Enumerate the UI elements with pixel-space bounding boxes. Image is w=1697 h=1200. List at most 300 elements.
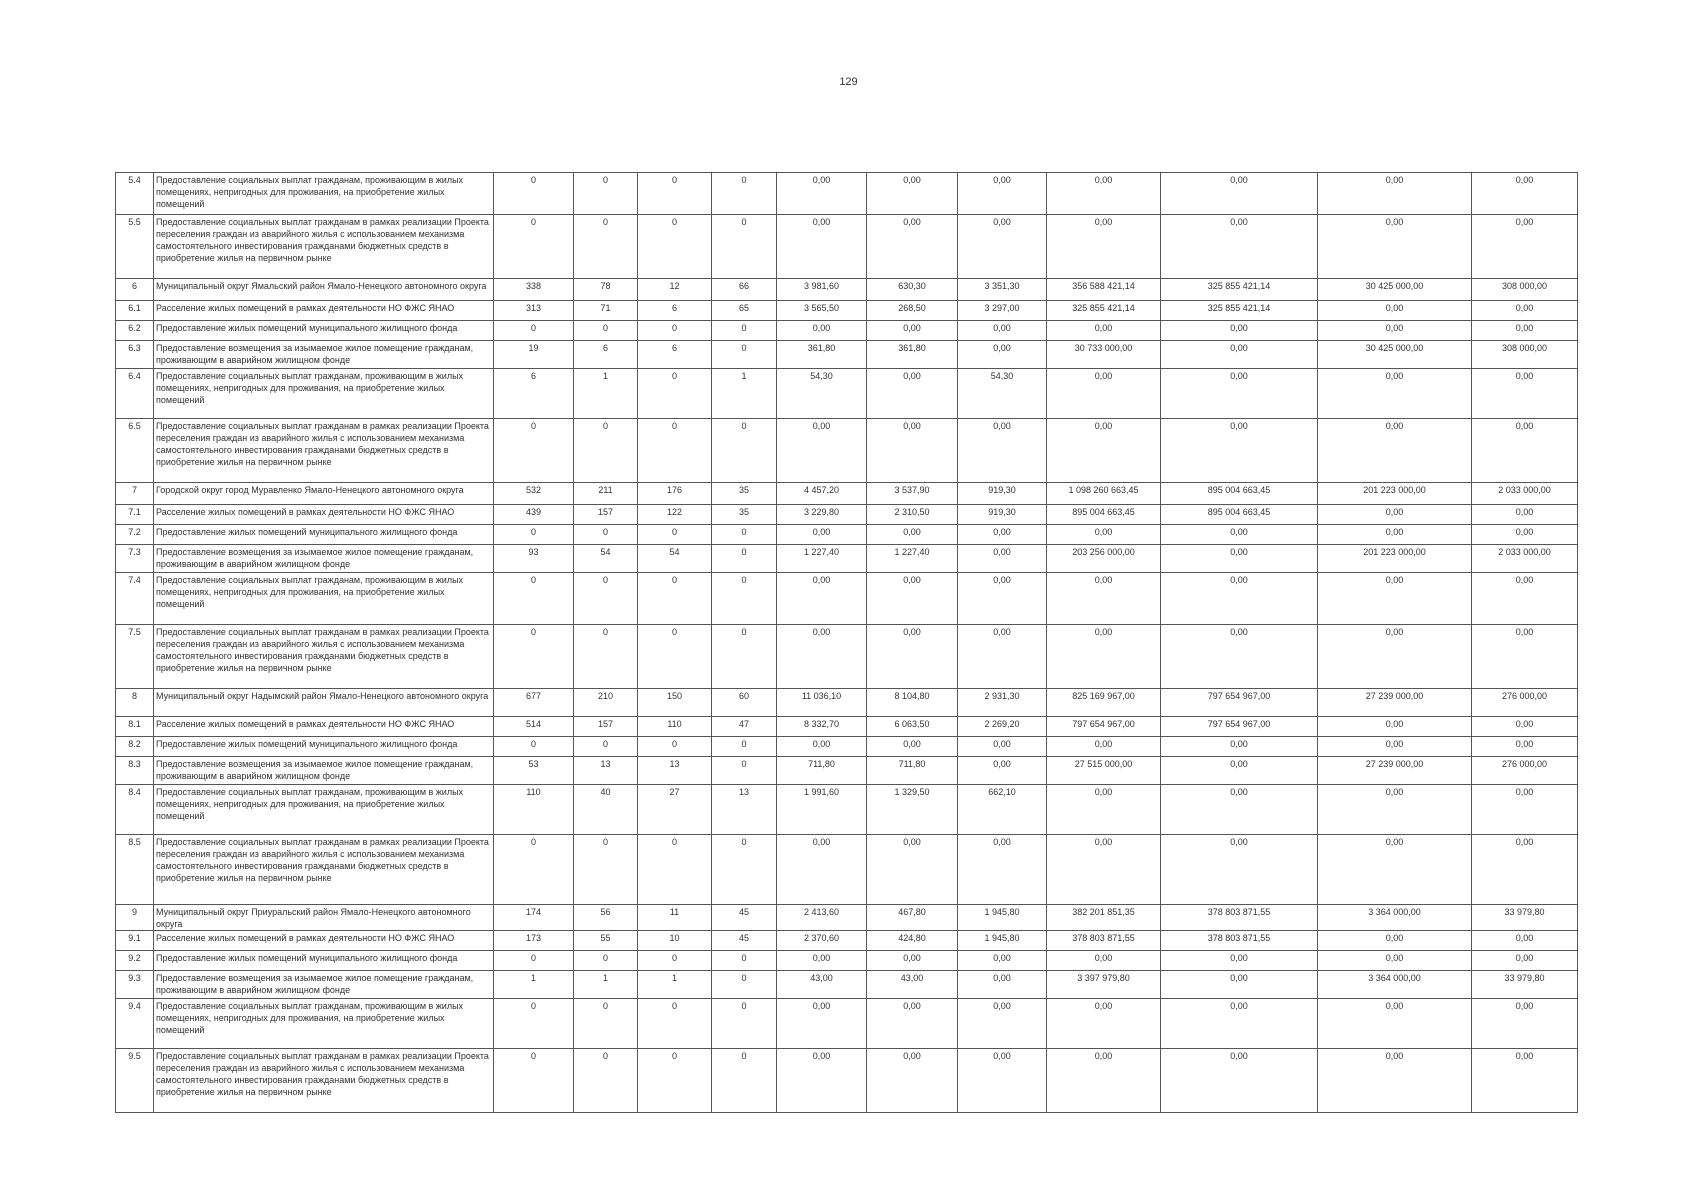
cell-qty-col-4: 65 — [712, 301, 777, 321]
cell-qty-col-2: 0 — [574, 1049, 638, 1113]
cell-row-number: 7.5 — [116, 625, 154, 689]
table-row — [116, 717, 1578, 737]
cell-total-objects: 0 — [494, 173, 574, 215]
cell-row-name: Предоставление социальных выплат гражданам, проживающим в жилых помещениях, непригодных для проживания, на приобретение жилых помещений — [154, 785, 494, 835]
cell-cost-total: 30 733 000,00 — [1047, 341, 1161, 369]
cell-cost-col-4: 0,00 — [1472, 505, 1578, 525]
cell-area-total: 0,00 — [777, 625, 867, 689]
cell-area-col-2: 268,50 — [867, 301, 958, 321]
cell-total-objects: 0 — [494, 835, 574, 905]
cell-cost-col-2: 0,00 — [1161, 951, 1318, 971]
cell-row-name: Предоставление социальных выплат гражданам в рамках реализации Проекта переселения граждан из аварийного жилья с использованием механизма самостоятельного инвестирования гражданами бюджетных средств в приобретение жилья на первичном рынке — [154, 625, 494, 689]
cell-row-number: 6 — [116, 279, 154, 301]
cell-qty-col-3: 0 — [638, 321, 712, 341]
cell-row-name: Предоставление социальных выплат гражданам, проживающим в жилых помещениях, непригодных для проживания, на приобретение жилых помещений — [154, 999, 494, 1049]
cell-qty-col-4: 0 — [712, 1049, 777, 1113]
cell-row-name: Предоставление жилых помещений муниципального жилищного фонда — [154, 525, 494, 545]
table-row — [116, 785, 1578, 835]
cell-cost-col-2: 0,00 — [1161, 215, 1318, 279]
cell-area-col-3: 0,00 — [958, 321, 1047, 341]
cell-total-objects: 174 — [494, 905, 574, 931]
cell-area-col-3: 0,00 — [958, 1049, 1047, 1113]
cell-qty-col-2: 0 — [574, 737, 638, 757]
cell-cost-col-2: 0,00 — [1161, 971, 1318, 999]
cell-area-col-2: 0,00 — [867, 321, 958, 341]
table-row — [116, 1049, 1578, 1113]
cell-row-name: Предоставление социальных выплат гражданам, проживающим в жилых помещениях, непригодных для проживания, на приобретение жилых помещений — [154, 173, 494, 215]
cell-cost-col-3: 0,00 — [1318, 951, 1472, 971]
cell-area-col-3: 0,00 — [958, 625, 1047, 689]
cell-area-total: 0,00 — [777, 321, 867, 341]
cell-area-col-2: 8 104,80 — [867, 689, 958, 717]
cell-qty-col-3: 10 — [638, 931, 712, 951]
cell-row-number: 8.4 — [116, 785, 154, 835]
cell-qty-col-3: 0 — [638, 369, 712, 419]
cell-cost-col-2: 0,00 — [1161, 321, 1318, 341]
cell-total-objects: 110 — [494, 785, 574, 835]
cell-total-objects: 439 — [494, 505, 574, 525]
cell-qty-col-3: 0 — [638, 419, 712, 483]
cell-row-number: 5.5 — [116, 215, 154, 279]
cell-area-col-2: 0,00 — [867, 369, 958, 419]
cell-area-col-2: 3 537,90 — [867, 483, 958, 505]
cell-qty-col-3: 1 — [638, 971, 712, 999]
table-row — [116, 173, 1578, 215]
cell-qty-col-4: 0 — [712, 951, 777, 971]
cell-area-total: 54,30 — [777, 369, 867, 419]
cell-area-col-3: 919,30 — [958, 483, 1047, 505]
cell-area-col-3: 0,00 — [958, 173, 1047, 215]
cell-area-col-2: 630,30 — [867, 279, 958, 301]
cell-cost-col-4: 2 033 000,00 — [1472, 545, 1578, 573]
cell-row-name: Предоставление социальных выплат гражданам, проживающим в жилых помещениях, непригодных для проживания, на приобретение жилых помещений — [154, 573, 494, 625]
cell-qty-col-2: 0 — [574, 525, 638, 545]
cell-cost-total: 378 803 871,55 — [1047, 931, 1161, 951]
cell-total-objects: 0 — [494, 737, 574, 757]
cell-row-name: Расселение жилых помещений в рамках деятельности НО ФЖС ЯНАО — [154, 301, 494, 321]
cell-row-number: 9.3 — [116, 971, 154, 999]
cell-cost-total: 0,00 — [1047, 573, 1161, 625]
cell-row-name: Предоставление социальных выплат гражданам в рамках реализации Проекта переселения граждан из аварийного жилья с использованием механизма самостоятельного инвестирования гражданами бюджетных средств в приобретение жилья на первичном рынке — [154, 419, 494, 483]
cell-cost-col-4: 0,00 — [1472, 215, 1578, 279]
cell-cost-col-3: 0,00 — [1318, 999, 1472, 1049]
cell-cost-col-4: 276 000,00 — [1472, 689, 1578, 717]
cell-cost-col-3: 27 239 000,00 — [1318, 689, 1472, 717]
cell-qty-col-3: 0 — [638, 951, 712, 971]
cell-area-total: 711,80 — [777, 757, 867, 785]
cell-qty-col-2: 78 — [574, 279, 638, 301]
cell-area-total: 0,00 — [777, 835, 867, 905]
cell-cost-total: 0,00 — [1047, 1049, 1161, 1113]
cell-cost-col-3: 0,00 — [1318, 369, 1472, 419]
cell-total-objects: 0 — [494, 321, 574, 341]
cell-cost-total: 825 169 967,00 — [1047, 689, 1161, 717]
cell-area-total: 1 991,60 — [777, 785, 867, 835]
cell-row-name: Предоставление социальных выплат гражданам в рамках реализации Проекта переселения граждан из аварийного жилья с использованием механизма самостоятельного инвестирования гражданами бюджетных средств в приобретение жилья на первичном рынке — [154, 1049, 494, 1113]
cell-cost-col-2: 0,00 — [1161, 625, 1318, 689]
cell-cost-col-3: 0,00 — [1318, 321, 1472, 341]
cell-qty-col-4: 45 — [712, 931, 777, 951]
cell-qty-col-2: 56 — [574, 905, 638, 931]
cell-cost-col-3: 0,00 — [1318, 301, 1472, 321]
cell-cost-total: 0,00 — [1047, 999, 1161, 1049]
cell-row-name: Расселение жилых помещений в рамках деятельности НО ФЖС ЯНАО — [154, 505, 494, 525]
cell-row-number: 9.5 — [116, 1049, 154, 1113]
cell-cost-col-2: 0,00 — [1161, 545, 1318, 573]
cell-total-objects: 0 — [494, 951, 574, 971]
cell-row-number: 7.4 — [116, 573, 154, 625]
cell-area-total: 2 413,60 — [777, 905, 867, 931]
cell-qty-col-4: 0 — [712, 757, 777, 785]
cell-qty-col-2: 0 — [574, 173, 638, 215]
cell-cost-total: 1 098 260 663,45 — [1047, 483, 1161, 505]
cell-qty-col-3: 0 — [638, 573, 712, 625]
cell-area-total: 3 981,60 — [777, 279, 867, 301]
cell-qty-col-4: 1 — [712, 369, 777, 419]
cell-total-objects: 6 — [494, 369, 574, 419]
cell-area-col-2: 6 063,50 — [867, 717, 958, 737]
cell-row-number: 7.3 — [116, 545, 154, 573]
cell-row-number: 8.3 — [116, 757, 154, 785]
cell-area-col-3: 54,30 — [958, 369, 1047, 419]
cell-area-col-2: 0,00 — [867, 215, 958, 279]
cell-row-name: Предоставление возмещения за изымаемое жилое помещение гражданам, проживающим в аварийном жилищном фонде — [154, 757, 494, 785]
cell-area-col-2: 2 310,50 — [867, 505, 958, 525]
cell-total-objects: 0 — [494, 625, 574, 689]
cell-total-objects: 0 — [494, 215, 574, 279]
cell-area-col-3: 0,00 — [958, 999, 1047, 1049]
cell-area-total: 0,00 — [777, 525, 867, 545]
cell-cost-total: 0,00 — [1047, 419, 1161, 483]
cell-row-name: Предоставление возмещения за изымаемое жилое помещение гражданам, проживающим в аварийном жилищном фонде — [154, 341, 494, 369]
cell-qty-col-2: 71 — [574, 301, 638, 321]
cell-cost-total: 0,00 — [1047, 369, 1161, 419]
table-body — [116, 173, 1578, 1113]
cell-cost-col-2: 378 803 871,55 — [1161, 931, 1318, 951]
cell-total-objects: 338 — [494, 279, 574, 301]
table-row — [116, 215, 1578, 279]
cell-row-number: 9.1 — [116, 931, 154, 951]
table-row — [116, 835, 1578, 905]
cell-area-total: 0,00 — [777, 737, 867, 757]
cell-qty-col-2: 157 — [574, 505, 638, 525]
cell-cost-total: 0,00 — [1047, 625, 1161, 689]
cell-qty-col-2: 0 — [574, 625, 638, 689]
cell-qty-col-3: 0 — [638, 737, 712, 757]
cell-qty-col-3: 11 — [638, 905, 712, 931]
cell-row-name: Предоставление социальных выплат гражданам в рамках реализации Проекта переселения граждан из аварийного жилья с использованием механизма самостоятельного инвестирования гражданами бюджетных средств в приобретение жилья на первичном рынке — [154, 835, 494, 905]
cell-area-total: 8 332,70 — [777, 717, 867, 737]
cell-cost-col-3: 201 223 000,00 — [1318, 545, 1472, 573]
cell-qty-col-4: 13 — [712, 785, 777, 835]
cell-cost-total: 0,00 — [1047, 215, 1161, 279]
cell-qty-col-3: 122 — [638, 505, 712, 525]
cell-cost-col-3: 27 239 000,00 — [1318, 757, 1472, 785]
cell-cost-col-3: 3 364 000,00 — [1318, 971, 1472, 999]
cell-area-total: 0,00 — [777, 215, 867, 279]
cell-area-total: 0,00 — [777, 173, 867, 215]
table-row — [116, 341, 1578, 369]
table-row — [116, 931, 1578, 951]
cell-cost-col-3: 201 223 000,00 — [1318, 483, 1472, 505]
cell-total-objects: 19 — [494, 341, 574, 369]
cell-cost-col-4: 0,00 — [1472, 717, 1578, 737]
cell-cost-col-3: 0,00 — [1318, 1049, 1472, 1113]
cell-row-number: 6.2 — [116, 321, 154, 341]
cell-area-total: 0,00 — [777, 999, 867, 1049]
cell-row-name: Муниципальный округ Надымский район Ямало-Ненецкого автономного округа — [154, 689, 494, 717]
cell-cost-col-3: 0,00 — [1318, 525, 1472, 545]
cell-cost-col-2: 895 004 663,45 — [1161, 483, 1318, 505]
cell-cost-col-3: 0,00 — [1318, 737, 1472, 757]
cell-cost-col-4: 33 979,80 — [1472, 971, 1578, 999]
cell-cost-col-3: 30 425 000,00 — [1318, 341, 1472, 369]
cell-qty-col-2: 211 — [574, 483, 638, 505]
cell-row-name: Предоставление жилых помещений муниципального жилищного фонда — [154, 951, 494, 971]
cell-area-col-2: 0,00 — [867, 173, 958, 215]
cell-total-objects: 313 — [494, 301, 574, 321]
cell-qty-col-2: 0 — [574, 835, 638, 905]
cell-row-number: 6.4 — [116, 369, 154, 419]
cell-area-col-3: 0,00 — [958, 545, 1047, 573]
cell-row-number: 9.4 — [116, 999, 154, 1049]
cell-row-number: 9.2 — [116, 951, 154, 971]
cell-area-col-2: 467,80 — [867, 905, 958, 931]
cell-total-objects: 0 — [494, 573, 574, 625]
table-row — [116, 321, 1578, 341]
cell-row-number: 8.5 — [116, 835, 154, 905]
cell-cost-col-2: 0,00 — [1161, 419, 1318, 483]
cell-cost-total: 203 256 000,00 — [1047, 545, 1161, 573]
cell-area-col-2: 0,00 — [867, 999, 958, 1049]
cell-row-number: 6.5 — [116, 419, 154, 483]
cell-cost-col-2: 0,00 — [1161, 1049, 1318, 1113]
cell-area-total: 4 457,20 — [777, 483, 867, 505]
cell-total-objects: 0 — [494, 999, 574, 1049]
cell-cost-col-4: 0,00 — [1472, 835, 1578, 905]
cell-qty-col-2: 0 — [574, 951, 638, 971]
cell-cost-col-2: 0,00 — [1161, 525, 1318, 545]
cell-area-col-3: 662,10 — [958, 785, 1047, 835]
cell-qty-col-3: 54 — [638, 545, 712, 573]
cell-qty-col-3: 6 — [638, 301, 712, 321]
cell-row-name: Расселение жилых помещений в рамках деятельности НО ФЖС ЯНАО — [154, 931, 494, 951]
cell-cost-total: 356 588 421,14 — [1047, 279, 1161, 301]
cell-qty-col-2: 40 — [574, 785, 638, 835]
cell-cost-total: 0,00 — [1047, 321, 1161, 341]
cell-total-objects: 0 — [494, 525, 574, 545]
cell-area-col-3: 0,00 — [958, 341, 1047, 369]
cell-row-number: 7 — [116, 483, 154, 505]
cell-row-name: Предоставление возмещения за изымаемое жилое помещение гражданам, проживающим в аварийном жилищном фонде — [154, 545, 494, 573]
cell-qty-col-4: 0 — [712, 525, 777, 545]
cell-qty-col-4: 60 — [712, 689, 777, 717]
cell-total-objects: 514 — [494, 717, 574, 737]
cell-total-objects: 93 — [494, 545, 574, 573]
cell-area-col-2: 43,00 — [867, 971, 958, 999]
cell-cost-col-3: 0,00 — [1318, 625, 1472, 689]
cell-cost-col-3: 30 425 000,00 — [1318, 279, 1472, 301]
cell-qty-col-4: 0 — [712, 419, 777, 483]
cell-qty-col-4: 0 — [712, 341, 777, 369]
table-row — [116, 369, 1578, 419]
cell-cost-col-2: 0,00 — [1161, 173, 1318, 215]
cell-qty-col-2: 1 — [574, 369, 638, 419]
cell-cost-total: 0,00 — [1047, 173, 1161, 215]
cell-qty-col-3: 176 — [638, 483, 712, 505]
cell-cost-total: 3 397 979,80 — [1047, 971, 1161, 999]
cell-cost-col-4: 0,00 — [1472, 321, 1578, 341]
cell-row-name: Муниципальный округ Приуральский район Ямало-Ненецкого автономного округа — [154, 905, 494, 931]
cell-qty-col-4: 66 — [712, 279, 777, 301]
cell-area-total: 0,00 — [777, 419, 867, 483]
cell-total-objects: 0 — [494, 419, 574, 483]
cell-cost-col-4: 0,00 — [1472, 785, 1578, 835]
cell-area-total: 3 229,80 — [777, 505, 867, 525]
cell-area-col-3: 0,00 — [958, 525, 1047, 545]
cell-row-name: Предоставление возмещения за изымаемое жилое помещение гражданам, проживающим в аварийном жилищном фонде — [154, 971, 494, 999]
cell-cost-col-4: 0,00 — [1472, 951, 1578, 971]
table-row — [116, 625, 1578, 689]
cell-qty-col-3: 6 — [638, 341, 712, 369]
cell-area-col-3: 0,00 — [958, 757, 1047, 785]
cell-cost-col-4: 0,00 — [1472, 173, 1578, 215]
cell-qty-col-4: 47 — [712, 717, 777, 737]
cell-qty-col-2: 13 — [574, 757, 638, 785]
cell-qty-col-4: 0 — [712, 737, 777, 757]
cell-cost-total: 0,00 — [1047, 835, 1161, 905]
table-row — [116, 505, 1578, 525]
cell-cost-total: 0,00 — [1047, 951, 1161, 971]
table-row — [116, 525, 1578, 545]
cell-qty-col-2: 0 — [574, 419, 638, 483]
cell-cost-col-4: 308 000,00 — [1472, 341, 1578, 369]
cell-area-col-3: 0,00 — [958, 971, 1047, 999]
cell-qty-col-4: 0 — [712, 573, 777, 625]
cell-cost-col-2: 0,00 — [1161, 341, 1318, 369]
cell-cost-col-2: 325 855 421,14 — [1161, 279, 1318, 301]
cell-area-col-2: 0,00 — [867, 625, 958, 689]
cell-area-col-3: 2 931,30 — [958, 689, 1047, 717]
cell-total-objects: 0 — [494, 1049, 574, 1113]
cell-cost-col-4: 0,00 — [1472, 625, 1578, 689]
cell-cost-col-4: 276 000,00 — [1472, 757, 1578, 785]
cell-area-col-3: 2 269,20 — [958, 717, 1047, 737]
cell-area-col-2: 0,00 — [867, 835, 958, 905]
cell-cost-total: 325 855 421,14 — [1047, 301, 1161, 321]
table-row — [116, 689, 1578, 717]
cell-area-col-3: 1 945,80 — [958, 931, 1047, 951]
cell-cost-col-2: 0,00 — [1161, 999, 1318, 1049]
cell-qty-col-3: 0 — [638, 999, 712, 1049]
cell-row-name: Предоставление жилых помещений муниципального жилищного фонда — [154, 737, 494, 757]
cell-qty-col-2: 210 — [574, 689, 638, 717]
cell-cost-col-2: 325 855 421,14 — [1161, 301, 1318, 321]
table-row — [116, 573, 1578, 625]
cell-area-col-2: 0,00 — [867, 737, 958, 757]
cell-cost-col-4: 308 000,00 — [1472, 279, 1578, 301]
table-row — [116, 279, 1578, 301]
cell-area-col-2: 0,00 — [867, 419, 958, 483]
cell-cost-col-4: 0,00 — [1472, 1049, 1578, 1113]
cell-area-col-2: 1 329,50 — [867, 785, 958, 835]
cell-qty-col-2: 55 — [574, 931, 638, 951]
cell-qty-col-3: 0 — [638, 625, 712, 689]
cell-row-name: Расселение жилых помещений в рамках деятельности НО ФЖС ЯНАО — [154, 717, 494, 737]
cell-qty-col-4: 0 — [712, 545, 777, 573]
cell-cost-col-4: 33 979,80 — [1472, 905, 1578, 931]
cell-qty-col-2: 0 — [574, 999, 638, 1049]
cell-row-name: Предоставление жилых помещений муниципального жилищного фонда — [154, 321, 494, 341]
cell-qty-col-3: 12 — [638, 279, 712, 301]
table-row — [116, 301, 1578, 321]
cell-area-col-3: 1 945,80 — [958, 905, 1047, 931]
cell-cost-col-3: 0,00 — [1318, 835, 1472, 905]
cell-row-name: Муниципальный округ Ямальский район Ямало-Ненецкого автономного округа — [154, 279, 494, 301]
cell-total-objects: 532 — [494, 483, 574, 505]
cell-row-number: 8 — [116, 689, 154, 717]
cell-total-objects: 173 — [494, 931, 574, 951]
cell-cost-col-3: 0,00 — [1318, 215, 1472, 279]
cell-row-number: 8.2 — [116, 737, 154, 757]
cell-qty-col-4: 0 — [712, 835, 777, 905]
cell-cost-total: 895 004 663,45 — [1047, 505, 1161, 525]
cell-row-number: 6.3 — [116, 341, 154, 369]
cell-cost-col-4: 0,00 — [1472, 737, 1578, 757]
cell-area-col-2: 0,00 — [867, 573, 958, 625]
table-row — [116, 737, 1578, 757]
cell-area-total: 0,00 — [777, 573, 867, 625]
table-row — [116, 419, 1578, 483]
resettlement-table — [115, 172, 1578, 1113]
cell-cost-col-2: 0,00 — [1161, 757, 1318, 785]
cell-cost-col-3: 0,00 — [1318, 931, 1472, 951]
cell-qty-col-3: 0 — [638, 173, 712, 215]
cell-cost-col-2: 0,00 — [1161, 835, 1318, 905]
cell-area-col-2: 0,00 — [867, 951, 958, 971]
cell-cost-col-4: 0,00 — [1472, 573, 1578, 625]
cell-row-number: 7.2 — [116, 525, 154, 545]
cell-area-col-2: 424,80 — [867, 931, 958, 951]
cell-row-number: 5.4 — [116, 173, 154, 215]
cell-qty-col-4: 0 — [712, 215, 777, 279]
cell-cost-col-2: 378 803 871,55 — [1161, 905, 1318, 931]
cell-cost-col-3: 0,00 — [1318, 785, 1472, 835]
cell-cost-total: 797 654 967,00 — [1047, 717, 1161, 737]
cell-cost-col-3: 0,00 — [1318, 505, 1472, 525]
cell-total-objects: 677 — [494, 689, 574, 717]
cell-area-total: 3 565,50 — [777, 301, 867, 321]
cell-row-number: 8.1 — [116, 717, 154, 737]
cell-cost-col-2: 0,00 — [1161, 785, 1318, 835]
cell-cost-total: 382 201 851,35 — [1047, 905, 1161, 931]
cell-cost-col-4: 0,00 — [1472, 301, 1578, 321]
cell-area-col-3: 0,00 — [958, 215, 1047, 279]
cell-qty-col-2: 0 — [574, 215, 638, 279]
cell-qty-col-2: 1 — [574, 971, 638, 999]
cell-area-total: 0,00 — [777, 1049, 867, 1113]
cell-cost-total: 0,00 — [1047, 785, 1161, 835]
cell-area-col-2: 361,80 — [867, 341, 958, 369]
cell-qty-col-3: 13 — [638, 757, 712, 785]
cell-area-total: 11 036,10 — [777, 689, 867, 717]
cell-cost-col-4: 0,00 — [1472, 419, 1578, 483]
cell-row-number: 7.1 — [116, 505, 154, 525]
cell-area-col-3: 919,30 — [958, 505, 1047, 525]
cell-area-col-3: 0,00 — [958, 419, 1047, 483]
cell-row-name: Предоставление социальных выплат гражданам, проживающим в жилых помещениях, непригодных для проживания, на приобретение жилых помещений — [154, 369, 494, 419]
cell-qty-col-4: 0 — [712, 999, 777, 1049]
